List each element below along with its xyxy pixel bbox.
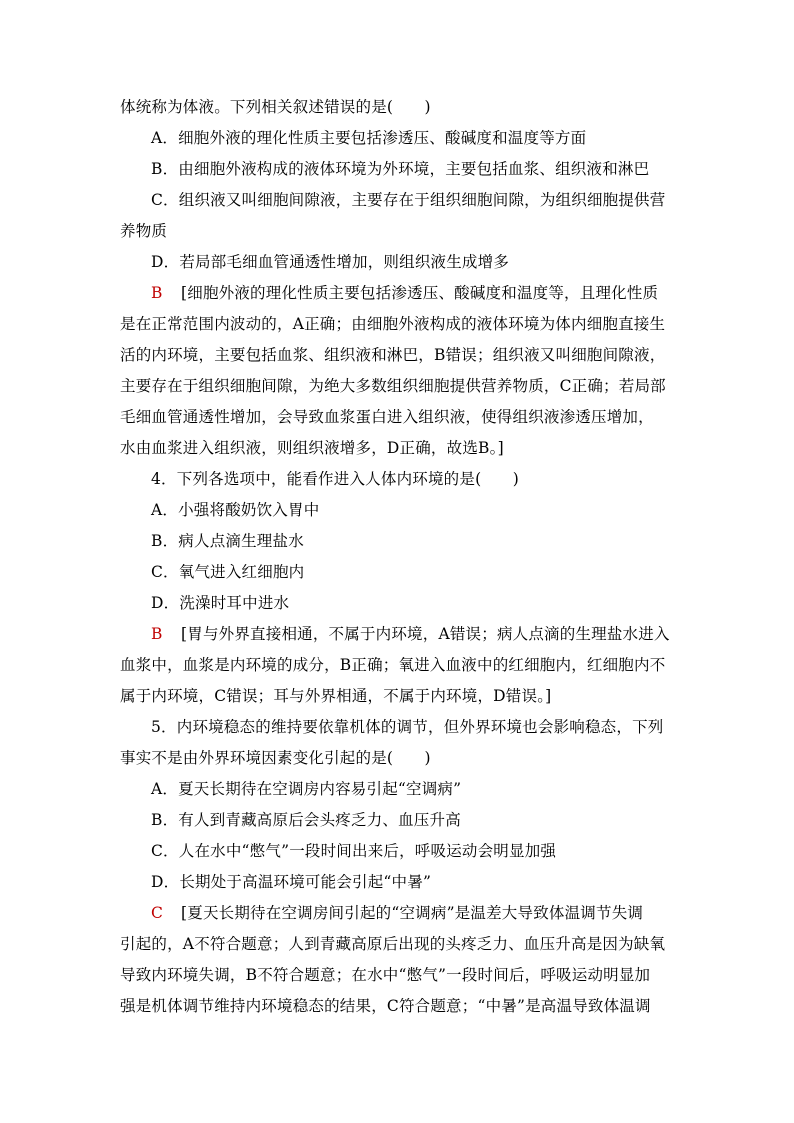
option-a: A．夏天长期待在空调房内容易引起“空调病” (151, 780, 462, 798)
option-d: D．若局部毛细血管通透性增加，则组织液生成增多 (151, 253, 510, 271)
question-4 (120, 464, 676, 712)
question-3 (120, 92, 676, 464)
question-stem: 5．内环境稳态的维持要依靠机体的调节，但外界环境也会影响稳态，下列 (151, 718, 664, 736)
answer-letter: C (151, 904, 164, 922)
question-5 (120, 712, 676, 1022)
option-b: B．由细胞外液构成的液体环境为外环境，主要包括血浆、组织液和淋巴 (151, 160, 650, 178)
option-d: D．洗澡时耳中进水 (151, 594, 290, 612)
question-stem-continued: 事实不是由外界环境因素变化引起的是( ) (120, 749, 431, 767)
explanation-line: 水由血浆进入组织液，则组织液增多，D正确，故选B。] (120, 439, 504, 457)
explanation-line: 强是机体调节维持内环境稳态的结果，C符合题意；“中暑”是高温导致体温调 (120, 997, 651, 1015)
answer-line (120, 898, 676, 929)
explanation-line: 属于内环境，C错误；耳与外界相通，不属于内环境，D错误。] (120, 687, 552, 705)
option-a: A．小强将酸奶饮入胃中 (151, 501, 320, 519)
option-c: C．氧气进入红细胞内 (151, 563, 305, 581)
option-c-continued: 养物质 (120, 222, 168, 240)
option-b: B．病人点滴生理盐水 (151, 532, 304, 550)
explanation-line: 是在正常范围内波动的，A正确；由细胞外液构成的液体环境为体内细胞直接生 (120, 315, 666, 333)
answer-line (120, 278, 676, 309)
question-stem: 4．下列各选项中，能看作进入人体内环境的是( ) (151, 470, 519, 488)
explanation-line: 毛细血管通透性增加，会导致血浆蛋白进入组织液，使得组织液渗透压增加， (120, 408, 654, 426)
option-c: C．人在水中“憋气”一段时间出来后，呼吸运动会明显加强 (151, 842, 557, 860)
option-d: D．长期处于高温环境可能会引起“中暑” (151, 873, 432, 891)
answer-letter: B (151, 284, 163, 302)
document-page (120, 92, 676, 1022)
option-b: B．有人到青藏高原后会头疼乏力、血压升高 (151, 811, 461, 829)
explanation-text: [细胞外液的理化性质主要包括渗透压、酸碱度和温度等，且理化性质 (181, 284, 659, 302)
answer-letter: B (151, 625, 163, 643)
explanation-line: 活的内环境，主要包括血浆、组织液和淋巴，B错误；组织液又叫细胞间隙液， (120, 346, 666, 364)
option-a: A．细胞外液的理化性质主要包括渗透压、酸碱度和温度等方面 (151, 129, 587, 147)
explanation-line: 引起的，A不符合题意；人到青藏高原后出现的头疼乏力、血压升高是因为缺氧 (120, 935, 666, 953)
question-stem: 体统称为体液。下列相关叙述错误的是( ) (120, 98, 431, 116)
answer-line (120, 619, 676, 650)
option-c: C．组织液又叫细胞间隙液，主要存在于组织细胞间隙，为组织细胞提供营 (151, 191, 666, 209)
explanation-line: 主要存在于组织细胞间隙，为绝大多数组织细胞提供营养物质，C正确；若局部 (120, 377, 666, 395)
explanation-text: [夏天长期待在空调房间引起的“空调病”是温差大导致体温调节失调 (181, 904, 644, 922)
explanation-text: [胃与外界直接相通，不属于内环境，A错误；病人点滴的生理盐水进入 (181, 625, 670, 643)
explanation-line: 导致内环境失调，B不符合题意；在水中“憋气”一段时间后，呼吸运动明显加 (120, 966, 651, 984)
explanation-line: 血浆中，血浆是内环境的成分，B正确；氧进入血液中的红细胞内，红细胞内不 (120, 656, 666, 674)
